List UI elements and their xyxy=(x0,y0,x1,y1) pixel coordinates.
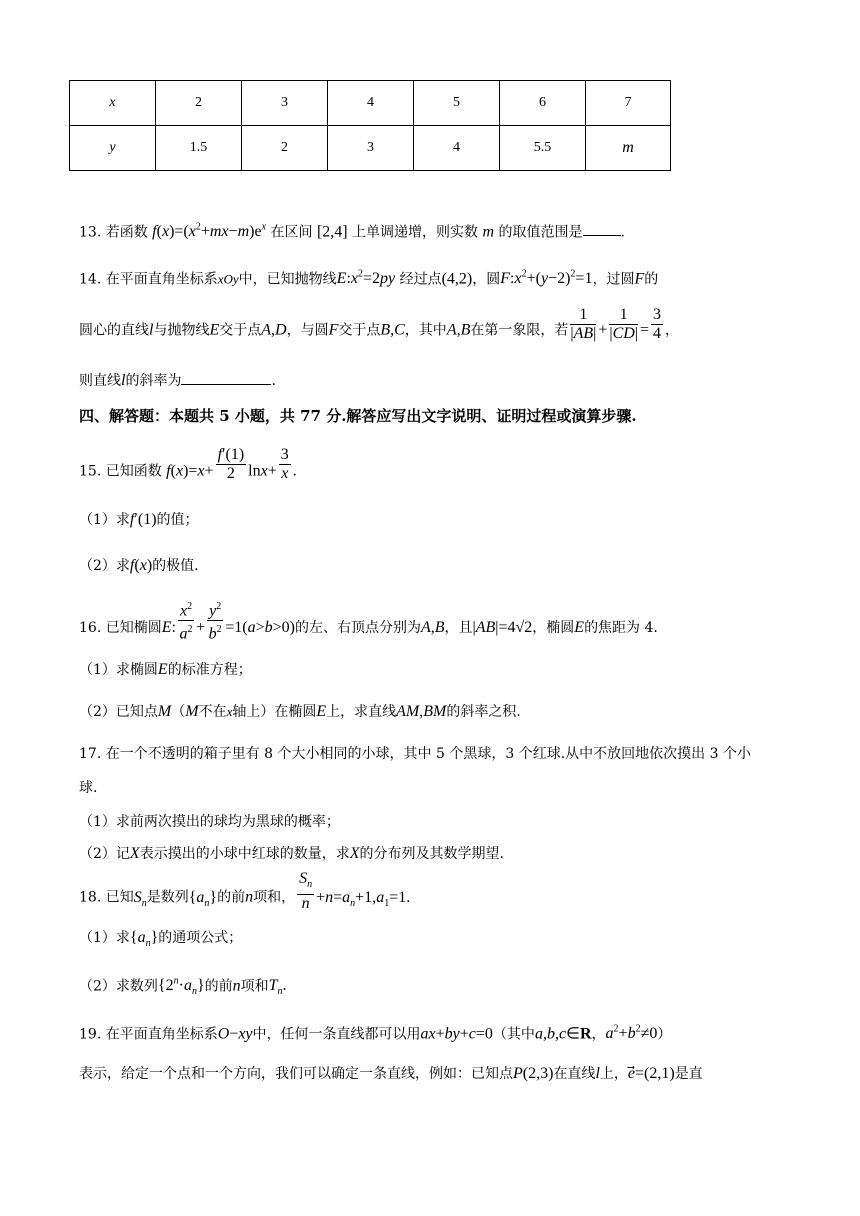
question-15-part-1: （1）求f′(1)的值； xyxy=(79,511,199,528)
question-19-line-1: 19. 在平面直角坐标系O−xy中，任何一条直线都可以用ax+by+c=0（其中a,b,c∈R，$a^2+b^2\ne 0$） xyxy=(79,1024,672,1043)
data-table xyxy=(69,80,671,171)
table-row-y xyxy=(70,126,671,171)
table-cell: 3 xyxy=(242,81,328,126)
table-cell: 6 xyxy=(500,81,586,126)
table-header-y: y xyxy=(70,126,156,171)
table-cell: 4 xyxy=(414,126,500,171)
table-cell: 2 xyxy=(156,81,242,126)
question-16: 16. 已知椭圆E: $\frac{x^2}{a^2}$ + $\frac{y^2}{b^2}$ =1(a>b>0)的左、右顶点分别为A,B，且|AB|=4√2，椭圆E的焦距为 4. xyxy=(79,612,658,644)
section-4-heading: 四、解答题：本题共 5 小题，共 77 分.解答应写出文字说明、证明过程或演算步骤. xyxy=(79,407,637,425)
table-cell: 3 xyxy=(328,126,414,171)
question-18-part-1: （1）求$\{a_n\}$的通项公式； xyxy=(79,929,243,950)
question-17-line-1: 17. 在一个不透明的箱子里有 8 个大小相同的小球，其中 5 个黑球，3 个红球.从中不放回地依次摸出 3 个小 xyxy=(79,746,751,762)
question-14-line-1: 14. 在平面直角坐标系xOy中，已知抛物线$E:x^2=2py$ 经过点(4,2)，圆$F:x^2+(y-2)^2=1$，过圆F的 xyxy=(79,269,659,288)
question-17-part-1: （1）求前两次摸出的球均为黑球的概率； xyxy=(79,814,340,830)
table-cell: 2 xyxy=(242,126,328,171)
question-15-part-2: （2）求f(x)的极值. xyxy=(79,557,199,574)
question-16-part-1: （1）求椭圆E的标准方程； xyxy=(79,661,252,678)
table-cell: 5 xyxy=(414,81,500,126)
question-17-part-2: （2）记X表示摸出的小球中红球的数量，求X的分布列及其数学期望. xyxy=(79,845,504,862)
question-14-line-2: 圆心的直线l与抛物线E交于点A,D，与圆F交于点B,C，其中A,B在第一象限，若 $\frac{1}{|AB|}$ + $\frac{1}{|CD|}$ = $\frac{3}{4}$ ， xyxy=(79,306,680,342)
question-18-part-2: （2）求数列$\{2^n\cdot a_n\}$的前n项和$T_n$. xyxy=(79,976,287,998)
question-16-part-2: （2）已知点M（M不在x轴上）在椭圆E上，求直线AM,BM的斜率之积. xyxy=(79,703,521,720)
question-15: 15. 已知函数 f(x)=x+ $\frac{f'(1)}{2}$ lnx+ $\frac{3}{x}$ . xyxy=(79,446,297,482)
table-cell: 1.5 xyxy=(156,126,242,171)
question-14-line-3: 则直线l的斜率为 . xyxy=(79,372,276,389)
table-cell: 7 xyxy=(586,81,671,126)
table-cell: m xyxy=(586,126,671,171)
table-cell: 4 xyxy=(328,81,414,126)
question-19-line-2: 表示，给定一个点和一个方向，我们可以确定一条直线，例如：已知点P(2,3)在直线l上，e⃗=(2,1)是直 xyxy=(79,1065,703,1082)
question-17-line-2: 球. xyxy=(79,780,98,796)
question-13: 13. 若函数 $f(x)=(x^2+mx-m)e^x$ 在区间 [2,4] 上单调递增，则实数 m 的取值范围是 . xyxy=(79,222,625,241)
table-row-x xyxy=(70,81,671,126)
table-cell: 5.5 xyxy=(500,126,586,171)
table-header-x: x xyxy=(70,81,156,126)
question-18: 18. 已知$S_n$是数列$\{a_n\}$的前n项和， $\frac{S_n}{n}$ $+n=a_n+1,a_1=1$. xyxy=(79,870,411,913)
